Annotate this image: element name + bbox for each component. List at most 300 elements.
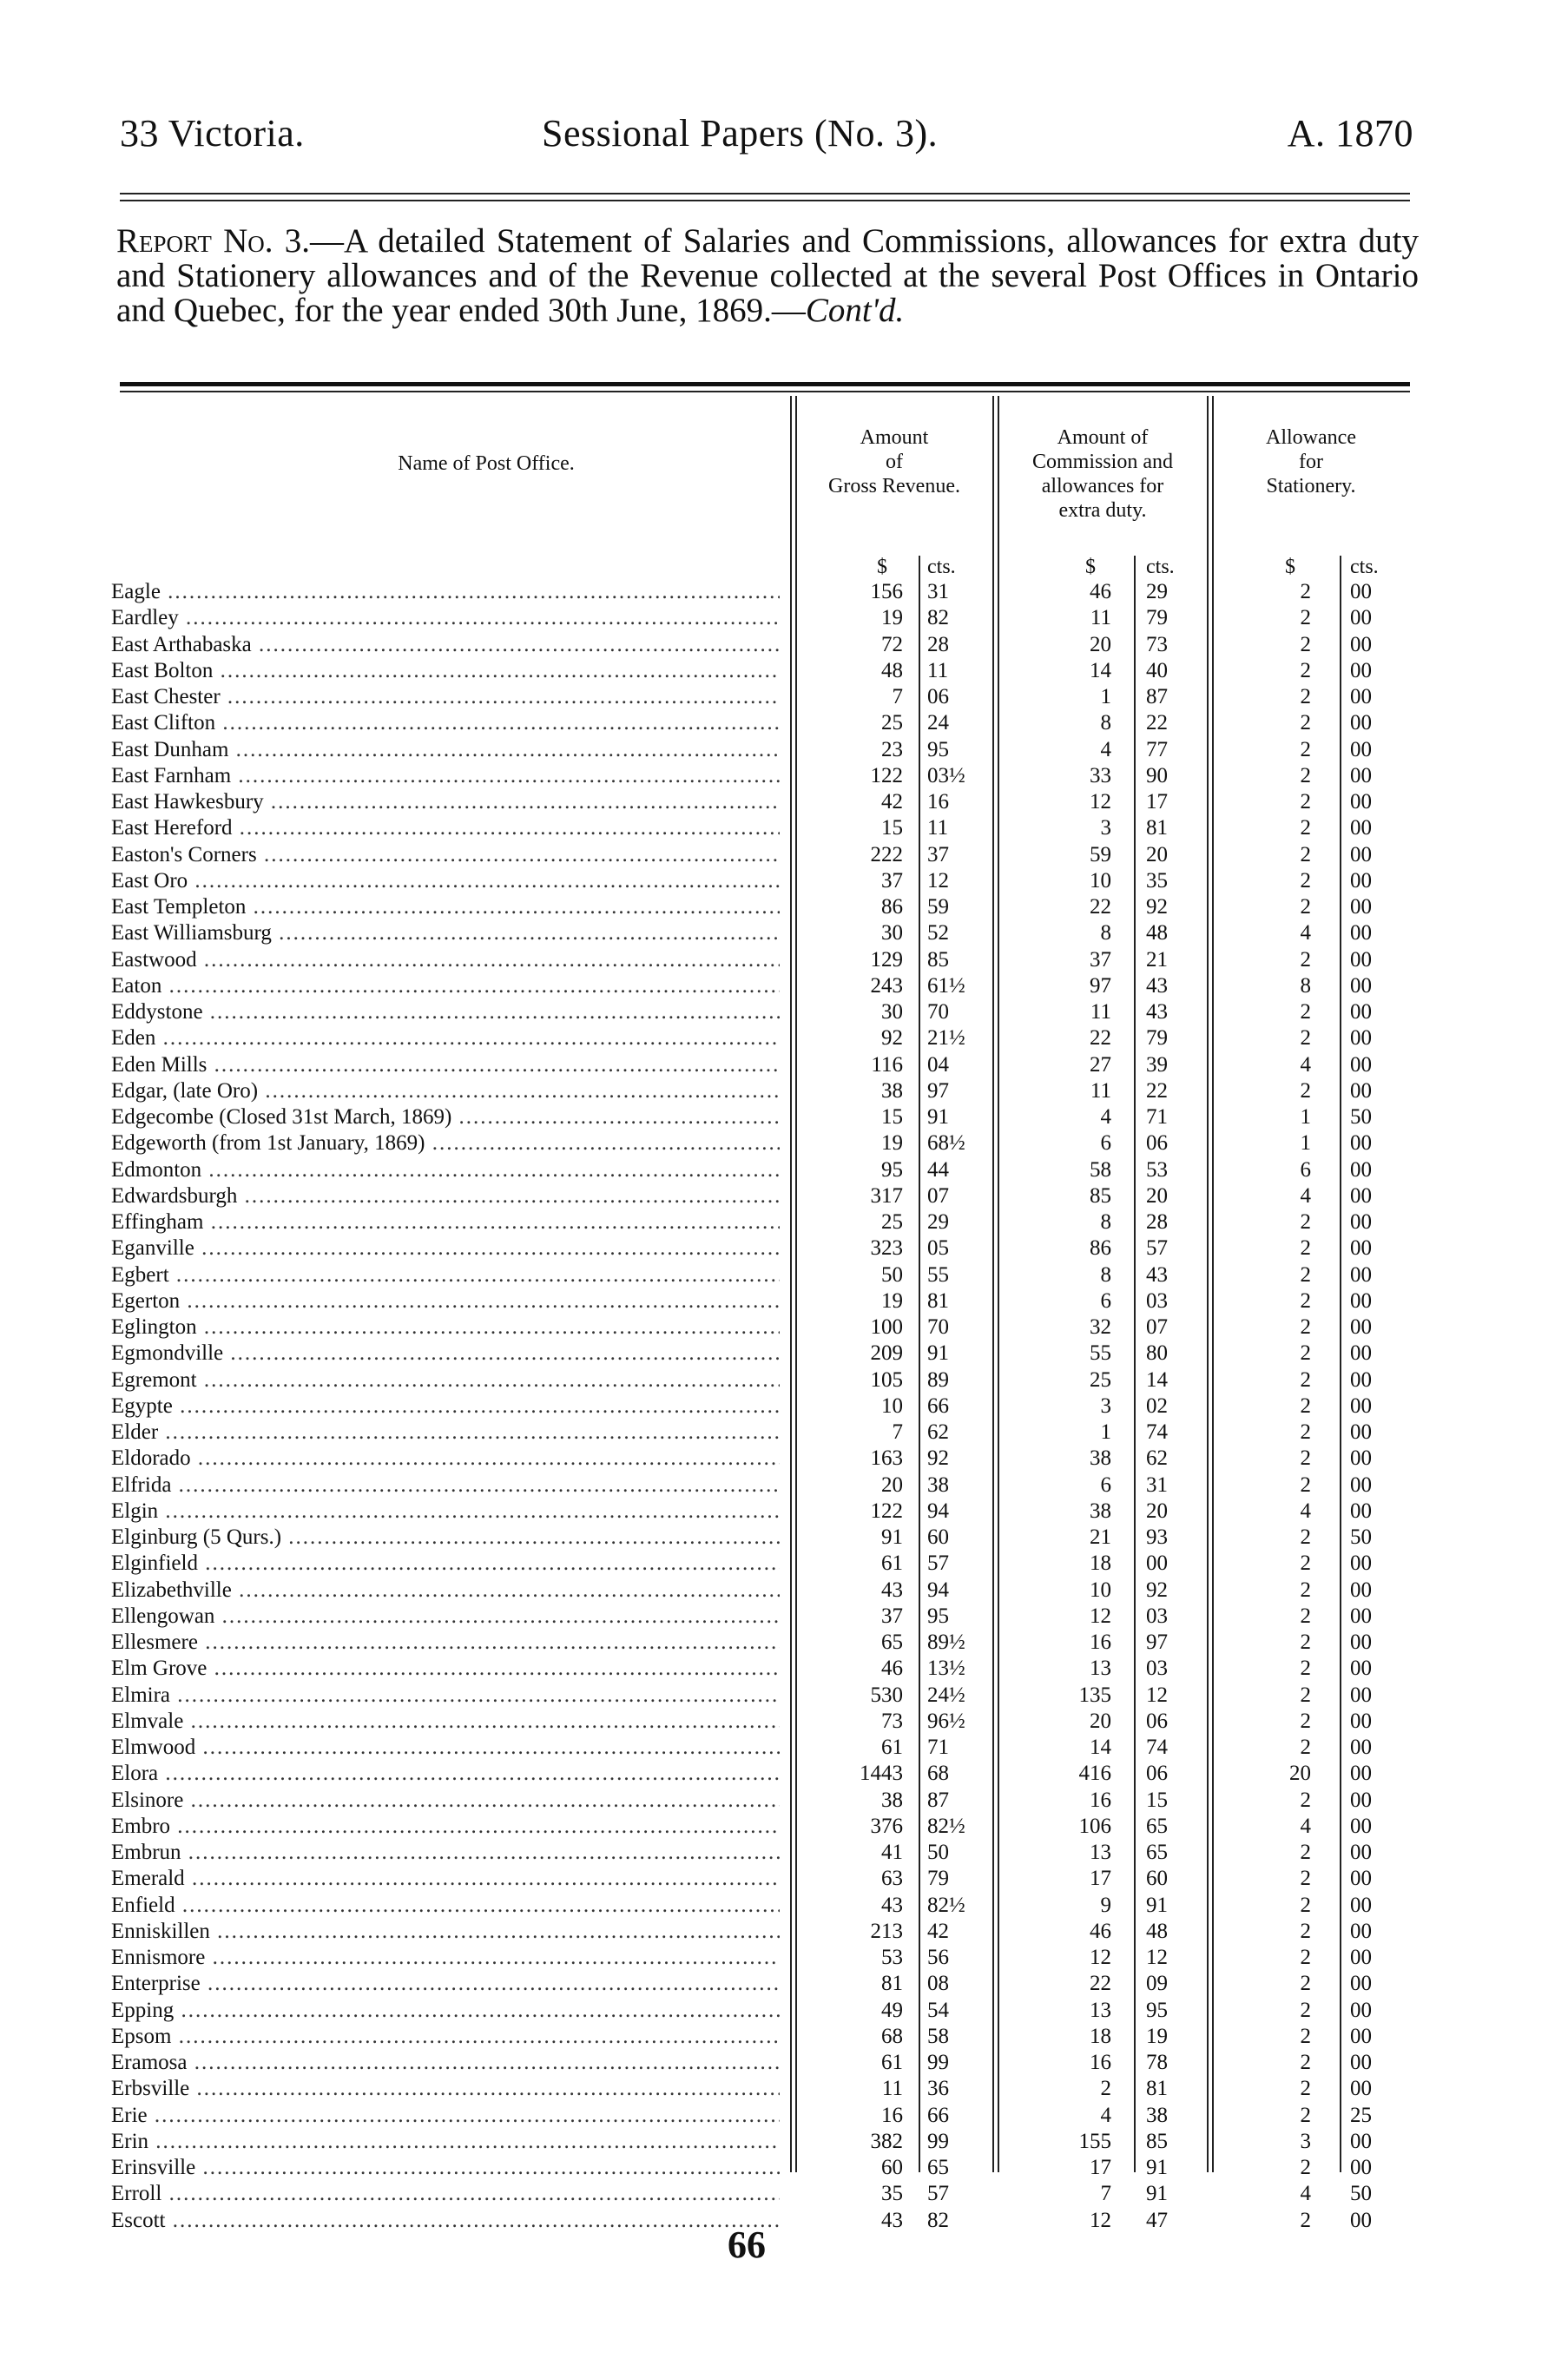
stationery-dollars: 6	[1300, 1157, 1311, 1182]
commission-cents: 22	[1146, 711, 1168, 735]
stationery-cents: 00	[1350, 606, 1372, 630]
commission-dollars: 2	[1100, 2077, 1111, 2101]
stationery-dollars: 2	[1300, 1210, 1311, 1234]
post-office-name: Eramosa .....	[111, 2051, 780, 2075]
table-row	[0, 1026, 1568, 1052]
commission-dollars: 55	[1090, 1341, 1111, 1366]
stationery-dollars: 2	[1300, 1683, 1311, 1707]
commission-dollars: 32	[1090, 1315, 1111, 1339]
table-row	[0, 948, 1568, 974]
table-row	[0, 1867, 1568, 1893]
stationery-dollars: 2	[1300, 1578, 1311, 1602]
table-row	[0, 1053, 1568, 1079]
stationery-dollars: 2	[1300, 1657, 1311, 1681]
revenue-dollars: 42	[881, 790, 903, 814]
revenue-dollars: 19	[881, 606, 903, 630]
commission-dollars: 18	[1090, 2024, 1111, 2048]
stationery-cents: 00	[1350, 1131, 1372, 1156]
table-row	[0, 895, 1568, 921]
table-row	[0, 1315, 1568, 1341]
table-row	[0, 2156, 1568, 2182]
commission-cents: 65	[1146, 1841, 1168, 1864]
unit-cents-revenue: cts.	[927, 556, 956, 578]
commission-cents: 28	[1146, 1210, 1168, 1234]
commission-cents: 65	[1146, 1814, 1168, 1838]
revenue-dollars: 105	[870, 1367, 903, 1392]
post-office-name: Enniskillen .....	[111, 1920, 780, 1944]
commission-cents: 40	[1146, 658, 1168, 682]
header-year: A. 1870	[1287, 112, 1413, 155]
table-row	[0, 2209, 1568, 2235]
stationery-dollars: 2	[1300, 1604, 1311, 1628]
stationery-cents: 00	[1350, 1604, 1372, 1628]
revenue-dollars: 37	[881, 868, 903, 893]
revenue-cents: 58	[927, 2024, 949, 2048]
revenue-cents: 06	[927, 685, 949, 708]
stationery-cents: 00	[1350, 632, 1372, 656]
stationery-cents: 00	[1350, 1446, 1372, 1471]
table-row	[0, 1762, 1568, 1788]
revenue-dollars: 7	[892, 1420, 903, 1444]
commission-dollars: 10	[1090, 1578, 1111, 1602]
revenue-dollars: 15	[881, 816, 903, 840]
stationery-cents: 00	[1350, 1157, 1372, 1182]
revenue-cents: 05	[927, 1236, 949, 1261]
post-office-name: Escott .....	[111, 2209, 780, 2233]
commission-dollars: 12	[1090, 2208, 1111, 2232]
commission-cents: 06	[1146, 1709, 1168, 1733]
revenue-cents: 94	[927, 1578, 949, 1602]
post-office-name: Epping .....	[111, 1999, 780, 2023]
commission-dollars: 22	[1090, 1026, 1111, 1051]
stationery-dollars: 4	[1300, 1814, 1311, 1838]
post-office-name: Elginfield .....	[111, 1551, 780, 1576]
table-row	[0, 1000, 1568, 1026]
stationery-dollars: 2	[1300, 737, 1311, 761]
commission-dollars: 11	[1090, 606, 1111, 630]
stationery-dollars: 2	[1300, 1315, 1311, 1339]
table-row	[0, 1131, 1568, 1157]
revenue-cents: 24½	[927, 1683, 965, 1707]
commission-cents: 57	[1146, 1236, 1168, 1261]
post-office-name: Effingham .....	[111, 1210, 780, 1235]
commission-cents: 48	[1146, 1919, 1168, 1943]
stationery-dollars: 2	[1300, 763, 1311, 787]
commission-cents: 12	[1146, 1683, 1168, 1707]
commission-cents: 20	[1146, 842, 1168, 866]
stationery-dollars: 3	[1300, 2129, 1311, 2153]
commission-cents: 39	[1146, 1052, 1168, 1077]
table-top-rule-2	[120, 391, 1410, 392]
table-row	[0, 1473, 1568, 1499]
stationery-cents: 00	[1350, 1262, 1372, 1287]
table-row	[0, 2130, 1568, 2156]
revenue-dollars: 95	[881, 1157, 903, 1182]
post-office-name: East Hereford .....	[111, 816, 780, 840]
table-row	[0, 685, 1568, 711]
revenue-cents: 95	[927, 1604, 949, 1628]
commission-cents: 73	[1146, 632, 1168, 656]
revenue-dollars: 63	[881, 1867, 903, 1891]
post-office-name: East Farnham .....	[111, 764, 780, 788]
revenue-cents: 82½	[927, 1814, 965, 1838]
stationery-cents: 00	[1350, 737, 1372, 761]
unit-dollars-stationery: $	[1285, 556, 1295, 578]
stationery-cents: 50	[1350, 2182, 1372, 2206]
revenue-cents: 65	[927, 2156, 949, 2179]
commission-cents: 06	[1146, 1762, 1168, 1786]
commission-dollars: 1	[1100, 1420, 1111, 1444]
commission-dollars: 22	[1090, 1972, 1111, 1996]
stationery-dollars: 2	[1300, 1446, 1311, 1471]
post-office-name: Egmondville .....	[111, 1341, 780, 1366]
stationery-dollars: 2	[1300, 2208, 1311, 2232]
stationery-dollars: 2	[1300, 1472, 1311, 1497]
post-office-name: Edgar, (late Oro) .....	[111, 1079, 780, 1103]
revenue-dollars: 530	[870, 1683, 903, 1707]
table-row	[0, 1263, 1568, 1289]
table-row	[0, 633, 1568, 659]
stationery-dollars: 2	[1300, 685, 1311, 708]
stationery-cents: 00	[1350, 868, 1372, 893]
stationery-cents: 00	[1350, 658, 1372, 682]
table-row	[0, 1815, 1568, 1841]
table-row	[0, 1710, 1568, 1736]
revenue-dollars: 25	[881, 711, 903, 735]
commission-cents: 92	[1146, 895, 1168, 919]
post-office-name: East Oro .....	[111, 869, 780, 893]
revenue-cents: 21½	[927, 1026, 965, 1051]
stationery-dollars: 2	[1300, 1919, 1311, 1943]
commission-cents: 03	[1146, 1657, 1168, 1681]
revenue-dollars: 86	[881, 895, 903, 919]
revenue-dollars: 46	[881, 1657, 903, 1681]
revenue-cents: 82½	[927, 1893, 965, 1917]
stationery-dollars: 2	[1300, 632, 1311, 656]
table-row	[0, 2104, 1568, 2130]
revenue-dollars: 61	[881, 2051, 903, 2074]
commission-dollars: 38	[1090, 1446, 1111, 1471]
post-office-name: Ennismore .....	[111, 1946, 780, 1970]
stationery-cents: 00	[1350, 1288, 1372, 1313]
commission-cents: 95	[1146, 1998, 1168, 2022]
revenue-cents: 68	[927, 1762, 949, 1786]
header-papers: Sessional Papers (No. 3).	[542, 112, 939, 155]
revenue-dollars: 37	[881, 1604, 903, 1628]
commission-cents: 00	[1146, 1551, 1168, 1576]
table-row	[0, 1946, 1568, 1972]
post-office-name: Elginburg (5 Qurs.) .....	[111, 1525, 780, 1550]
commission-cents: 20	[1146, 1499, 1168, 1523]
stationery-cents: 00	[1350, 763, 1372, 787]
stationery-cents: 00	[1350, 1315, 1372, 1339]
table-row	[0, 1158, 1568, 1184]
stationery-dollars: 2	[1300, 1078, 1311, 1103]
stationery-dollars: 2	[1300, 868, 1311, 893]
revenue-cents: 28	[927, 632, 949, 656]
commission-dollars: 135	[1078, 1683, 1111, 1707]
table-row	[0, 1972, 1568, 1998]
revenue-cents: 55	[927, 1262, 949, 1287]
revenue-dollars: 25	[881, 1210, 903, 1234]
revenue-dollars: 50	[881, 1262, 903, 1287]
commission-dollars: 16	[1090, 2051, 1111, 2074]
revenue-cents: 89	[927, 1367, 949, 1392]
revenue-cents: 79	[927, 1867, 949, 1891]
stationery-cents: 00	[1350, 1367, 1372, 1392]
table-row	[0, 974, 1568, 1000]
stationery-cents: 00	[1350, 1867, 1372, 1891]
stationery-cents: 00	[1350, 1183, 1372, 1208]
commission-dollars: 12	[1090, 790, 1111, 814]
commission-dollars: 8	[1100, 1262, 1111, 1287]
stationery-cents: 00	[1350, 790, 1372, 814]
commission-cents: 74	[1146, 1420, 1168, 1444]
commission-dollars: 3	[1100, 1393, 1111, 1418]
revenue-dollars: 10	[881, 1393, 903, 1418]
commission-dollars: 20	[1090, 1709, 1111, 1733]
table-row	[0, 1499, 1568, 1525]
revenue-dollars: 68	[881, 2024, 903, 2048]
commission-cents: 92	[1146, 1578, 1168, 1602]
stationery-dollars: 2	[1300, 1236, 1311, 1261]
revenue-dollars: 11	[881, 2077, 903, 2101]
commission-cents: 31	[1146, 1472, 1168, 1497]
stationery-cents: 00	[1350, 1341, 1372, 1366]
commission-dollars: 416	[1078, 1762, 1111, 1786]
stationery-cents: 00	[1350, 947, 1372, 972]
commission-cents: 77	[1146, 737, 1168, 761]
commission-dollars: 14	[1090, 1736, 1111, 1759]
revenue-cents: 04	[927, 1052, 949, 1077]
stationery-dollars: 2	[1300, 606, 1311, 630]
commission-dollars: 46	[1090, 1919, 1111, 1943]
commission-dollars: 10	[1090, 868, 1111, 893]
revenue-dollars: 49	[881, 1998, 903, 2022]
commission-dollars: 21	[1090, 1525, 1111, 1549]
table-row	[0, 1368, 1568, 1394]
stationery-cents: 00	[1350, 1762, 1372, 1786]
revenue-dollars: 243	[870, 973, 903, 998]
commission-cents: 07	[1146, 1315, 1168, 1339]
revenue-cents: 62	[927, 1420, 949, 1444]
stationery-cents: 00	[1350, 1472, 1372, 1497]
post-office-name: Elora .....	[111, 1762, 780, 1786]
revenue-cents: 68½	[927, 1131, 965, 1156]
revenue-dollars: 72	[881, 632, 903, 656]
revenue-cents: 89½	[927, 1630, 965, 1654]
table-row	[0, 764, 1568, 790]
post-office-name: East Dunham .....	[111, 738, 780, 762]
commission-dollars: 6	[1100, 1131, 1111, 1156]
stationery-cents: 00	[1350, 711, 1372, 735]
revenue-cents: 13½	[927, 1657, 965, 1681]
header-session: 33 Victoria.	[120, 112, 305, 155]
stationery-dollars: 4	[1300, 1499, 1311, 1523]
stationery-dollars: 2	[1300, 1788, 1311, 1812]
table-row	[0, 1551, 1568, 1578]
post-office-name: Elmira .....	[111, 1683, 780, 1708]
commission-cents: 20	[1146, 1183, 1168, 1208]
table-row	[0, 790, 1568, 816]
post-office-name: Eden Mills .....	[111, 1053, 780, 1077]
revenue-cents: 91	[927, 1105, 949, 1129]
revenue-cents: 29	[927, 1210, 949, 1234]
stationery-dollars: 2	[1300, 790, 1311, 814]
post-office-name: East Arthabaska .....	[111, 633, 780, 657]
revenue-dollars: 7	[892, 685, 903, 708]
unit-dollars-revenue: $	[877, 556, 887, 578]
table-row	[0, 869, 1568, 895]
commission-cents: 81	[1146, 816, 1168, 840]
revenue-cents: 70	[927, 1000, 949, 1024]
post-office-name: Eldorado .....	[111, 1446, 780, 1471]
stationery-dollars: 2	[1300, 1551, 1311, 1576]
table-row	[0, 1289, 1568, 1315]
commission-cents: 80	[1146, 1341, 1168, 1366]
stationery-dollars: 4	[1300, 1052, 1311, 1077]
stationery-cents: 00	[1350, 1000, 1372, 1024]
revenue-dollars: 19	[881, 1131, 903, 1156]
stationery-cents: 00	[1350, 685, 1372, 708]
revenue-dollars: 376	[870, 1814, 903, 1838]
stationery-dollars: 2	[1300, 1709, 1311, 1733]
unit-cents-stationery: cts.	[1350, 556, 1379, 578]
revenue-dollars: 129	[870, 947, 903, 972]
commission-cents: 47	[1146, 2208, 1168, 2232]
stationery-cents: 00	[1350, 1709, 1372, 1733]
post-office-name: Emerald .....	[111, 1867, 780, 1891]
stationery-cents: 50	[1350, 1525, 1372, 1549]
commission-dollars: 85	[1090, 1183, 1111, 1208]
stationery-dollars: 2	[1300, 2077, 1311, 2101]
commission-dollars: 37	[1090, 947, 1111, 972]
commission-dollars: 25	[1090, 1367, 1111, 1392]
revenue-cents: 92	[927, 1446, 949, 1471]
commission-cents: 90	[1146, 763, 1168, 787]
commission-dollars: 155	[1078, 2129, 1111, 2153]
stationery-cents: 50	[1350, 1105, 1372, 1129]
stationery-dollars: 4	[1300, 921, 1311, 945]
commission-dollars: 27	[1090, 1052, 1111, 1077]
post-office-name: Elmwood .....	[111, 1736, 780, 1760]
stationery-dollars: 2	[1300, 947, 1311, 972]
stationery-cents: 00	[1350, 2156, 1372, 2179]
revenue-dollars: 41	[881, 1841, 903, 1864]
revenue-cents: 70	[927, 1315, 949, 1339]
stationery-dollars: 2	[1300, 1893, 1311, 1917]
revenue-cents: 66	[927, 1393, 949, 1418]
stationery-cents: 00	[1350, 1841, 1372, 1864]
commission-dollars: 4	[1100, 1105, 1111, 1129]
stationery-dollars: 4	[1300, 1183, 1311, 1208]
post-office-name: Egremont .....	[111, 1368, 780, 1393]
revenue-dollars: 23	[881, 737, 903, 761]
post-office-name: Egerton .....	[111, 1289, 780, 1314]
revenue-dollars: 116	[871, 1052, 903, 1077]
commission-cents: 93	[1146, 1525, 1168, 1549]
table-top-rule	[120, 382, 1410, 386]
stationery-cents: 00	[1350, 1026, 1372, 1051]
commission-cents: 12	[1146, 1946, 1168, 1969]
commission-dollars: 12	[1090, 1946, 1111, 1969]
commission-cents: 06	[1146, 1131, 1168, 1156]
stationery-dollars: 2	[1300, 1341, 1311, 1366]
stationery-cents: 00	[1350, 1078, 1372, 1103]
commission-cents: 43	[1146, 1000, 1168, 1024]
post-office-name: East Templeton .....	[111, 895, 780, 919]
post-office-name: Eardley .....	[111, 606, 780, 630]
stationery-dollars: 2	[1300, 1000, 1311, 1024]
table-row	[0, 1420, 1568, 1446]
commission-dollars: 11	[1090, 1000, 1111, 1024]
revenue-dollars: 91	[881, 1525, 903, 1549]
header-rule-2	[120, 200, 1410, 201]
revenue-dollars: 73	[881, 1709, 903, 1733]
revenue-cents: 03½	[927, 763, 965, 787]
revenue-cents: 94	[927, 1499, 949, 1523]
commission-dollars: 7	[1100, 2182, 1111, 2206]
commission-cents: 85	[1146, 2129, 1168, 2153]
commission-dollars: 1	[1100, 685, 1111, 708]
stationery-dollars: 2	[1300, 842, 1311, 866]
stationery-cents: 00	[1350, 2129, 1372, 2153]
stationery-cents: 25	[1350, 2103, 1372, 2127]
post-office-name: East Hawkesbury .....	[111, 790, 780, 814]
commission-dollars: 22	[1090, 895, 1111, 919]
stationery-cents: 00	[1350, 1210, 1372, 1234]
revenue-cents: 38	[927, 1472, 949, 1497]
commission-cents: 71	[1146, 1105, 1168, 1129]
commission-cents: 17	[1146, 790, 1168, 814]
revenue-dollars: 317	[870, 1183, 903, 1208]
table-row	[0, 1999, 1568, 2025]
revenue-cents: 95	[927, 737, 949, 761]
revenue-dollars: 209	[870, 1341, 903, 1366]
revenue-cents: 24	[927, 711, 949, 735]
table-row	[0, 711, 1568, 737]
revenue-dollars: 38	[881, 1078, 903, 1103]
stationery-dollars: 2	[1300, 658, 1311, 682]
commission-dollars: 11	[1090, 1078, 1111, 1103]
revenue-dollars: 122	[870, 1499, 903, 1523]
table-row	[0, 1920, 1568, 1946]
commission-dollars: 16	[1090, 1788, 1111, 1812]
table-row	[0, 1630, 1568, 1657]
commission-dollars: 8	[1100, 921, 1111, 945]
post-office-name: East Chester .....	[111, 685, 780, 709]
stationery-cents: 00	[1350, 2077, 1372, 2101]
stationery-dollars: 2	[1300, 1736, 1311, 1759]
stationery-dollars: 2	[1300, 1630, 1311, 1654]
stationery-cents: 00	[1350, 1499, 1372, 1523]
stationery-dollars: 2	[1300, 1972, 1311, 1996]
revenue-dollars: 19	[881, 1288, 903, 1313]
stationery-cents: 00	[1350, 1236, 1372, 1261]
revenue-cents: 91	[927, 1341, 949, 1366]
table-row	[0, 843, 1568, 869]
page-header	[120, 111, 1413, 172]
revenue-cents: 16	[927, 790, 949, 814]
report-contd: Cont'd.	[805, 292, 905, 329]
commission-cents: 43	[1146, 973, 1168, 998]
stationery-dollars: 2	[1300, 1288, 1311, 1313]
stationery-cents: 00	[1350, 1551, 1372, 1576]
stationery-dollars: 2	[1300, 2156, 1311, 2179]
revenue-cents: 82	[927, 2208, 949, 2232]
stationery-cents: 00	[1350, 1393, 1372, 1418]
commission-cents: 09	[1146, 1972, 1168, 1996]
